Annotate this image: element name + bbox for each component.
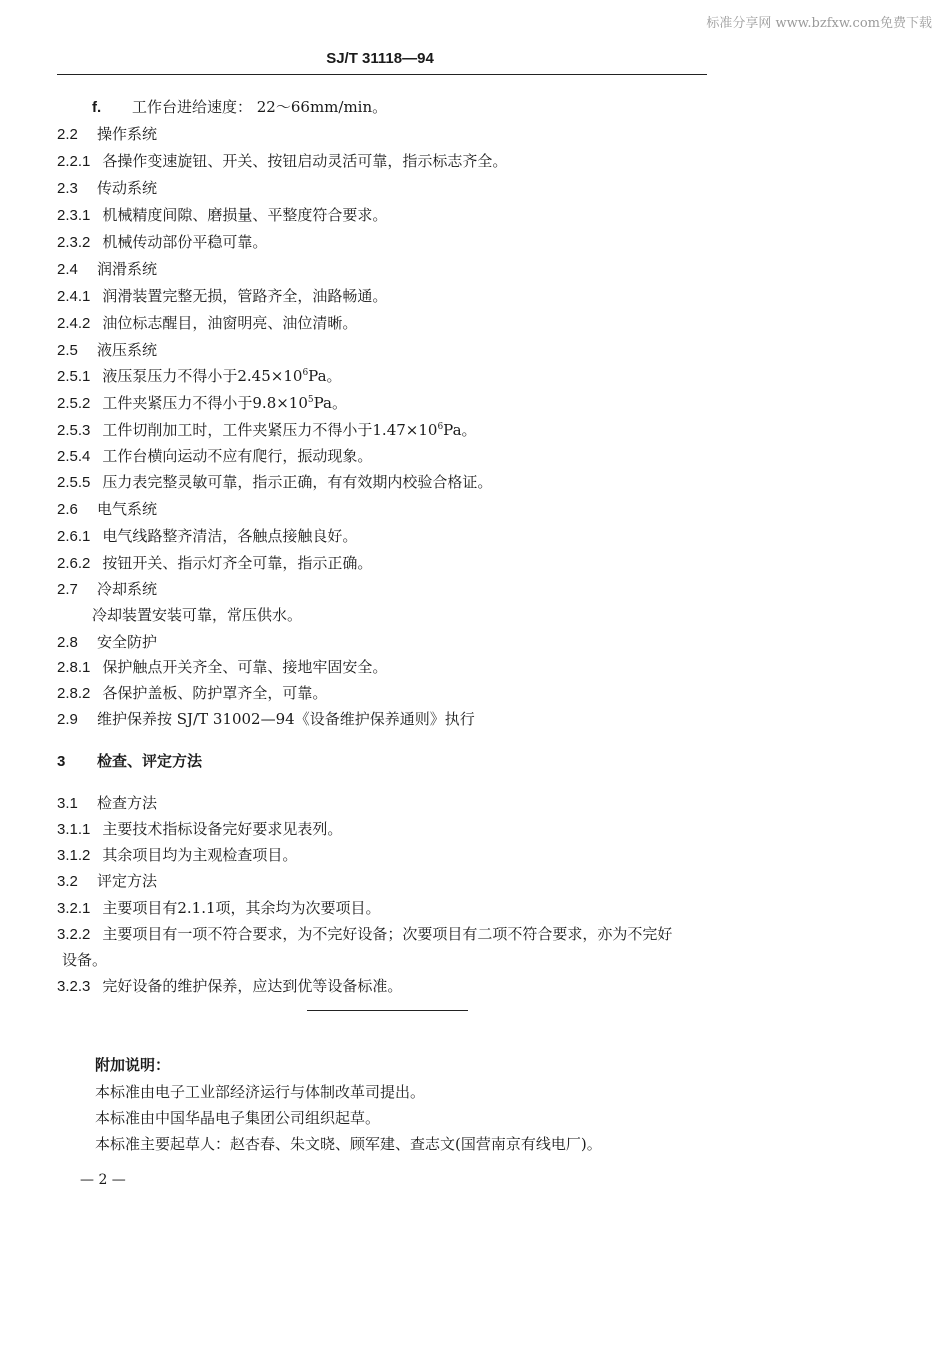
note-line: 本标准由电子工业部经济运行与体制改革司提出。 [95, 1083, 426, 1101]
line-3-2-2-cont: 设备。 [62, 951, 108, 969]
line-3-2-3: 3.2.3 完好设备的维护保养，应达到优等设备标准。 [57, 977, 403, 995]
note-line: 本标准由中国华晶电子集团公司组织起草。 [95, 1109, 381, 1127]
line-2-6-2: 2.6.2 按钮开关、指示灯齐全可靠，指示正确。 [57, 554, 373, 572]
line-2-6-1: 2.6.1 电气线路整齐清洁，各触点接触良好。 [57, 527, 358, 545]
line-2-6: 2.6 电气系统 [57, 500, 158, 518]
page-number: — 2 — [80, 1172, 126, 1188]
line-2-5-3: 2.5.3 工件切削加工时，工件夹紧压力不得小于$1.47\times 10^6Pa$。 [57, 421, 477, 439]
line-2-5-1: 2.5.1 液压泵压力不得小于$2.45\times 10^6Pa$。 [57, 367, 342, 385]
line-2-7-body: 冷却装置安装可靠，常压供水。 [92, 606, 303, 624]
end-rule [307, 1010, 468, 1011]
line-2-9: 2.9 维护保养按 SJ/T 31002—94《设备维护保养通则》执行 [57, 710, 475, 728]
notes-title: 附加说明： [95, 1056, 171, 1074]
line-2-3-1: 2.3.1 机械精度间隙、磨损量、平整度符合要求。 [57, 206, 388, 224]
line-2-8-2: 2.8.2 各保护盖板、防护罩齐全，可靠。 [57, 684, 328, 702]
watermark: 标准分享网 www.bzfxw.com免费下载 [706, 16, 932, 31]
line-2-4-2: 2.4.2 油位标志醒目，油窗明亮、油位清晰。 [57, 314, 358, 332]
line-2-5: 2.5 液压系统 [57, 341, 158, 359]
line-2-4-1: 2.4.1 润滑装置完整无损，管路齐全，油路畅通。 [57, 287, 388, 305]
section-3-title: 3 检查、评定方法 [57, 752, 203, 770]
line-2-5-4: 2.5.4 工作台横向运动不应有爬行，振动现象。 [57, 447, 373, 465]
line-3-2-1: 3.2.1 主要项目有2.1.1项，其余均为次要项目。 [57, 899, 381, 917]
note-line: 本标准主要起草人：赵杏春、朱文晓、顾军建、查志文(国营南京有线电厂)。 [95, 1135, 602, 1153]
line-3-1: 3.1 检查方法 [57, 794, 158, 812]
line-2-5-5: 2.5.5 压力表完整灵敏可靠，指示正确，有有效期内校验合格证。 [57, 473, 493, 491]
standard-header: SJ/T 31118—94 [326, 50, 434, 67]
line-2-3: 2.3 传动系统 [57, 179, 158, 197]
line-2-8: 2.8 安全防护 [57, 633, 158, 651]
line-f: f. 工作台进给速度： 22～66mm/min。 [92, 98, 388, 116]
line-2-2: 2.2 操作系统 [57, 125, 158, 143]
line-2-7: 2.7 冷却系统 [57, 580, 158, 598]
line-3-2: 3.2 评定方法 [57, 872, 158, 890]
line-2-4: 2.4 润滑系统 [57, 260, 158, 278]
line-2-8-1: 2.8.1 保护触点开关齐全、可靠、接地牢固安全。 [57, 658, 388, 676]
line-3-2-2: 3.2.2 主要项目有一项不符合要求，为不完好设备；次要项目有二项不符合要求，亦为不完好 [57, 925, 673, 943]
line-3-1-1: 3.1.1 主要技术指标设备完好要求见表列。 [57, 820, 343, 838]
header-rule [57, 74, 707, 75]
line-2-5-2: 2.5.2 工件夹紧压力不得小于$9.8\times 10^5Pa$。 [57, 394, 347, 412]
line-3-1-2: 3.1.2 其余项目均为主观检查项目。 [57, 846, 298, 864]
line-2-2-1: 2.2.1 各操作变速旋钮、开关、按钮启动灵活可靠，指示标志齐全。 [57, 152, 508, 170]
line-2-3-2: 2.3.2 机械传动部份平稳可靠。 [57, 233, 268, 251]
